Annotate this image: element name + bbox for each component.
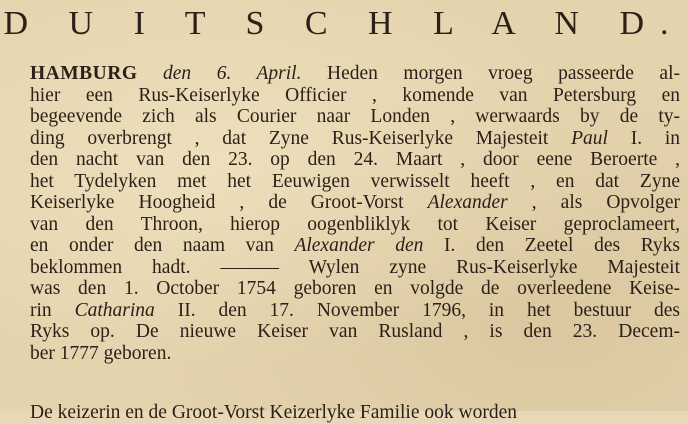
line-9-text-a: en onder den naam van [30, 235, 274, 256]
line-12-text-b: II. den 17. November 1796, in het bestuur des [177, 299, 681, 321]
article-line-13: Ryks op. De nieuwe Keiser van Rusland , is den 23. Decem- [30, 321, 680, 342]
line-4-text-a: ding overbrengt , dat Zyne Rus-Keiserlyke Majesteit [30, 127, 549, 149]
article-line-1 [30, 63, 680, 85]
name-alexander: Alexander [427, 192, 508, 213]
article-line-8: van den Throon, hierop oogenbliklyk tot Keiser geproclameert, [30, 213, 680, 235]
article-line-2: hier een Rus-Keiserlyke Officier , komende van Petersburg en [30, 84, 680, 106]
article-line-11: was den 1. October 1754 geboren en volgde de overleedene Keise- [30, 278, 680, 299]
section-heading: D U I T S C H L A N D. [3, 5, 685, 42]
news-article [30, 63, 680, 364]
line-7-text-b: , als Opvolger [531, 192, 681, 213]
article-line-10: beklommen hadt. ——— Wylen zyne Rus-Keiserlyke Majesteit [30, 256, 680, 278]
name-alexander-den: Alexander den [294, 235, 424, 256]
name-catharina: Catharina [74, 299, 155, 321]
article-line-9 [30, 235, 680, 257]
article-line-7 [30, 192, 680, 214]
place-name: HAMBURG [30, 63, 138, 84]
line-7-text-a: Keiserlyke Hoogheid , de Groot-Vorst [30, 192, 404, 213]
article-line-5: den nacht van den 23. op den 24. Maart , door eene Beroerte , [30, 149, 680, 170]
article-line-4 [30, 128, 680, 150]
line-9-text-b: I. den Zeetel des Ryks [444, 235, 681, 256]
article-line-14: ber 1777 geboren. [30, 342, 172, 364]
name-paul: Paul [571, 127, 608, 149]
article-line-3: begeevende zich als Courier naar Londen , werwaards by de ty- [30, 106, 680, 127]
article-line-6: het Tydelyken met het Eeuwigen verwisselt heeft , en dat Zyne [30, 170, 680, 192]
dateline: den 6. April. [163, 63, 302, 84]
line-12-text-a: rin [30, 299, 52, 321]
cut-off-next-line: De keizerin en de Groot-Vorst Keizerlyke Familie ook worden [30, 402, 517, 423]
line-4-text-b: I. in [630, 127, 680, 149]
article-line-12 [30, 300, 680, 322]
line-1-text: Heden morgen vroeg passeerde al- [327, 63, 680, 84]
